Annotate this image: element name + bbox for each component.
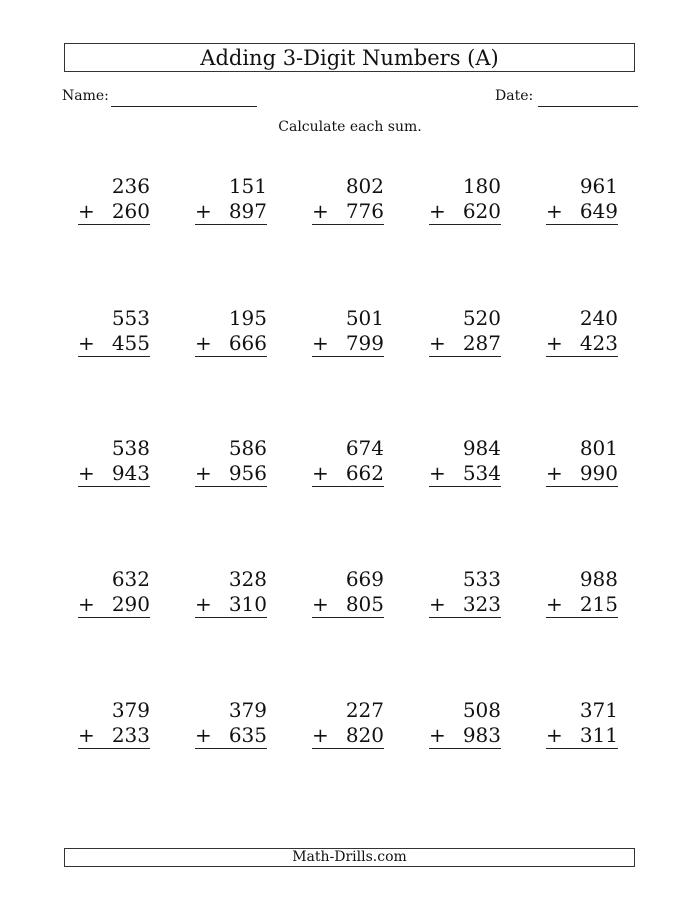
plus-sign: +: [78, 723, 95, 747]
plus-sign: +: [312, 461, 329, 485]
plus-sign: +: [546, 199, 563, 223]
addition-problem: [195, 436, 267, 487]
plus-sign: +: [312, 331, 329, 355]
first-addend: 195: [228, 306, 267, 330]
plus-sign: +: [312, 592, 329, 616]
plus-sign: +: [429, 331, 446, 355]
second-addend: 287: [462, 331, 501, 355]
plus-sign: +: [546, 723, 563, 747]
first-addend: 371: [579, 698, 618, 722]
second-addend: 956: [228, 461, 267, 485]
second-addend: 215: [579, 592, 618, 616]
second-addend-row: [429, 723, 501, 749]
second-addend: 534: [462, 461, 501, 485]
addition-problem: [429, 567, 501, 618]
second-addend-row: [546, 461, 618, 487]
second-addend: 662: [345, 461, 384, 485]
first-addend: 632: [111, 567, 150, 591]
second-addend-row: [312, 592, 384, 618]
second-addend-row: [312, 723, 384, 749]
addition-problem: [429, 436, 501, 487]
plus-sign: +: [429, 461, 446, 485]
second-addend-row: [546, 592, 618, 618]
second-addend: 990: [579, 461, 618, 485]
plus-sign: +: [78, 461, 95, 485]
second-addend: 233: [111, 723, 150, 747]
second-addend: 423: [579, 331, 618, 355]
addition-problem: [78, 436, 150, 487]
second-addend-row: [312, 199, 384, 225]
addition-problem: [195, 174, 267, 225]
second-addend: 635: [228, 723, 267, 747]
addition-problem: [312, 174, 384, 225]
addition-problem: [546, 436, 618, 487]
addition-problem: [546, 698, 618, 749]
second-addend: 776: [345, 199, 384, 223]
first-addend: 240: [579, 306, 618, 330]
addition-problem: [78, 567, 150, 618]
first-addend: 669: [345, 567, 384, 591]
plus-sign: +: [78, 331, 95, 355]
first-addend: 508: [462, 698, 501, 722]
first-addend: 961: [579, 174, 618, 198]
addition-problem: [78, 698, 150, 749]
plus-sign: +: [195, 199, 212, 223]
second-addend: 943: [111, 461, 150, 485]
plus-sign: +: [429, 723, 446, 747]
name-label: Name:: [62, 88, 109, 104]
footer-credit: Math-Drills.com: [64, 848, 635, 867]
addition-problem: [312, 698, 384, 749]
second-addend-row: [78, 199, 150, 225]
worksheet-title: Adding 3-Digit Numbers (A): [64, 43, 635, 72]
first-addend: 801: [579, 436, 618, 460]
plus-sign: +: [546, 461, 563, 485]
second-addend: 290: [111, 592, 150, 616]
second-addend-row: [78, 723, 150, 749]
second-addend-row: [78, 592, 150, 618]
first-addend: 379: [228, 698, 267, 722]
second-addend: 311: [579, 723, 618, 747]
second-addend: 260: [111, 199, 150, 223]
plus-sign: +: [312, 199, 329, 223]
second-addend-row: [429, 592, 501, 618]
second-addend: 666: [228, 331, 267, 355]
second-addend: 323: [462, 592, 501, 616]
instructions-text: Calculate each sum.: [278, 119, 422, 135]
addition-problem: [546, 174, 618, 225]
plus-sign: +: [429, 199, 446, 223]
second-addend-row: [546, 199, 618, 225]
first-addend: 586: [228, 436, 267, 460]
addition-problem: [312, 306, 384, 357]
first-addend: 802: [345, 174, 384, 198]
second-addend: 799: [345, 331, 384, 355]
addition-problem: [429, 306, 501, 357]
first-addend: 328: [228, 567, 267, 591]
second-addend: 455: [111, 331, 150, 355]
addition-problem: [312, 436, 384, 487]
first-addend: 984: [462, 436, 501, 460]
addition-problem: [78, 174, 150, 225]
first-addend: 533: [462, 567, 501, 591]
first-addend: 379: [111, 698, 150, 722]
second-addend: 897: [228, 199, 267, 223]
addition-problem: [195, 698, 267, 749]
second-addend-row: [429, 331, 501, 357]
second-addend: 620: [462, 199, 501, 223]
plus-sign: +: [546, 592, 563, 616]
second-addend-row: [546, 331, 618, 357]
plus-sign: +: [195, 592, 212, 616]
plus-sign: +: [195, 461, 212, 485]
plus-sign: +: [429, 592, 446, 616]
first-addend: 151: [228, 174, 267, 198]
second-addend-row: [78, 331, 150, 357]
addition-problem: [546, 567, 618, 618]
second-addend-row: [195, 592, 267, 618]
second-addend-row: [195, 199, 267, 225]
second-addend-row: [195, 461, 267, 487]
second-addend-row: [312, 461, 384, 487]
second-addend: 310: [228, 592, 267, 616]
second-addend: 820: [345, 723, 384, 747]
addition-problem: [546, 306, 618, 357]
second-addend: 649: [579, 199, 618, 223]
second-addend: 805: [345, 592, 384, 616]
second-addend-row: [429, 199, 501, 225]
plus-sign: +: [195, 723, 212, 747]
plus-sign: +: [546, 331, 563, 355]
first-addend: 501: [345, 306, 384, 330]
date-label: Date:: [495, 88, 534, 104]
second-addend-row: [195, 331, 267, 357]
addition-problem: [195, 567, 267, 618]
second-addend-row: [195, 723, 267, 749]
first-addend: 988: [579, 567, 618, 591]
second-addend-row: [546, 723, 618, 749]
plus-sign: +: [78, 199, 95, 223]
second-addend-row: [312, 331, 384, 357]
second-addend: 983: [462, 723, 501, 747]
addition-problem: [429, 174, 501, 225]
addition-problem: [78, 306, 150, 357]
addition-problem: [312, 567, 384, 618]
addition-problem: [195, 306, 267, 357]
first-addend: 180: [462, 174, 501, 198]
second-addend-row: [78, 461, 150, 487]
addition-problem: [429, 698, 501, 749]
second-addend-row: [429, 461, 501, 487]
plus-sign: +: [78, 592, 95, 616]
first-addend: 227: [345, 698, 384, 722]
first-addend: 538: [111, 436, 150, 460]
plus-sign: +: [195, 331, 212, 355]
first-addend: 236: [111, 174, 150, 198]
first-addend: 674: [345, 436, 384, 460]
first-addend: 553: [111, 306, 150, 330]
first-addend: 520: [462, 306, 501, 330]
plus-sign: +: [312, 723, 329, 747]
